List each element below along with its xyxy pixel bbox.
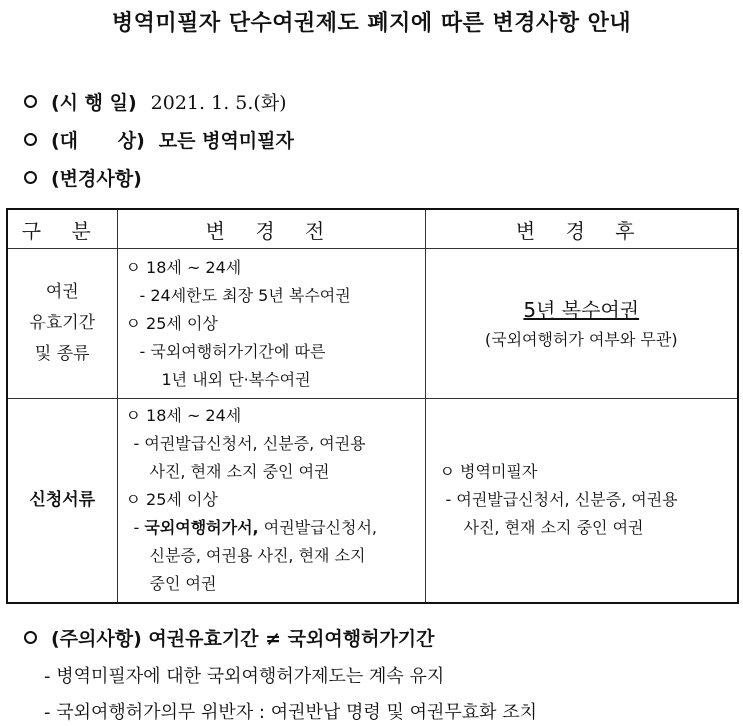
caution-item: - 병역미필자에 대한 국외여행허가제도는 계속 유지 (44, 666, 445, 687)
target-line (24, 126, 294, 153)
list-item: ㅇ 25세 이상 (125, 490, 218, 510)
category-validity (7, 249, 117, 399)
header-category: 구 분 (7, 209, 117, 249)
list-item: 1년 내외 단·복수여권 (161, 369, 311, 389)
circle-bullet-icon (24, 631, 37, 644)
effective-date-value: 2021. 1. 5.(화) (150, 92, 287, 114)
list-item: - 국외여행허가기간에 따른 (139, 341, 326, 361)
list-item: - 여권발급신청서, 신분증, 여권용 (133, 434, 366, 454)
list-item: ㅇ 18세 ~ 24세 (125, 406, 242, 426)
before-documents (117, 399, 425, 603)
after-documents (425, 399, 738, 603)
list-item: - 24세한도 최장 5년 복수여권 (139, 285, 351, 305)
category-line: 및 종류 (34, 344, 90, 364)
circle-bullet-icon (24, 171, 37, 184)
list-item-text: 여권발급신청서, (263, 518, 378, 538)
before-validity (117, 249, 425, 399)
list-item: 신분증, 여권용 사진, 현재 소지 (149, 546, 366, 566)
header-before: 변 경 전 (117, 209, 425, 249)
table-header-row (7, 209, 738, 249)
caution-heading (24, 624, 435, 651)
after-validity (425, 249, 738, 399)
changes-line (24, 164, 142, 191)
list-item: 사진, 현재 소지 중인 여권 (149, 462, 330, 482)
after-main-text: 5년 복수여권 (523, 297, 640, 322)
circle-bullet-icon (24, 95, 37, 108)
effective-date-line (24, 88, 287, 115)
table-row (7, 249, 738, 399)
effective-date-label: (시 행 일) (51, 92, 137, 114)
category-line: 유효기간 (29, 313, 96, 333)
target-value: 모든 병역미필자 (158, 130, 294, 152)
table-row (7, 399, 738, 603)
changes-table (6, 208, 739, 604)
list-item: ㅇ 18세 ~ 24세 (125, 257, 242, 277)
changes-label: (변경사항) (51, 168, 142, 190)
page-title: 병역미필자 단수여권제도 폐지에 따른 변경사항 안내 (111, 11, 632, 36)
caution-item: - 국외여행허가의무 위반자 : 여권반납 명령 및 여권무효화 조치 (44, 702, 538, 723)
category-documents: 신청서류 (7, 399, 117, 603)
list-item-emphasis: 국외여행허가서, (144, 518, 259, 538)
list-item: - 국외여행허가서, 여권발급신청서, (133, 518, 378, 538)
list-item: ㅇ 25세 이상 (125, 313, 218, 333)
circle-bullet-icon (24, 133, 37, 146)
caution-text: (주의사항) 여권유효기간 ≠ 국외여행허가기간 (51, 628, 435, 650)
after-sub-text: (국외여행허가 여부와 무관) (484, 329, 678, 349)
list-item: 사진, 현재 소지 중인 여권 (463, 518, 644, 538)
list-item: - 여권발급신청서, 신분증, 여권용 (445, 490, 678, 510)
list-item: 중인 여권 (149, 574, 217, 594)
target-label: (대 상) (51, 130, 145, 152)
list-item: ㅇ 병역미필자 (439, 462, 538, 482)
category-line: 여권 (45, 282, 79, 302)
header-after: 변 경 후 (425, 209, 738, 249)
